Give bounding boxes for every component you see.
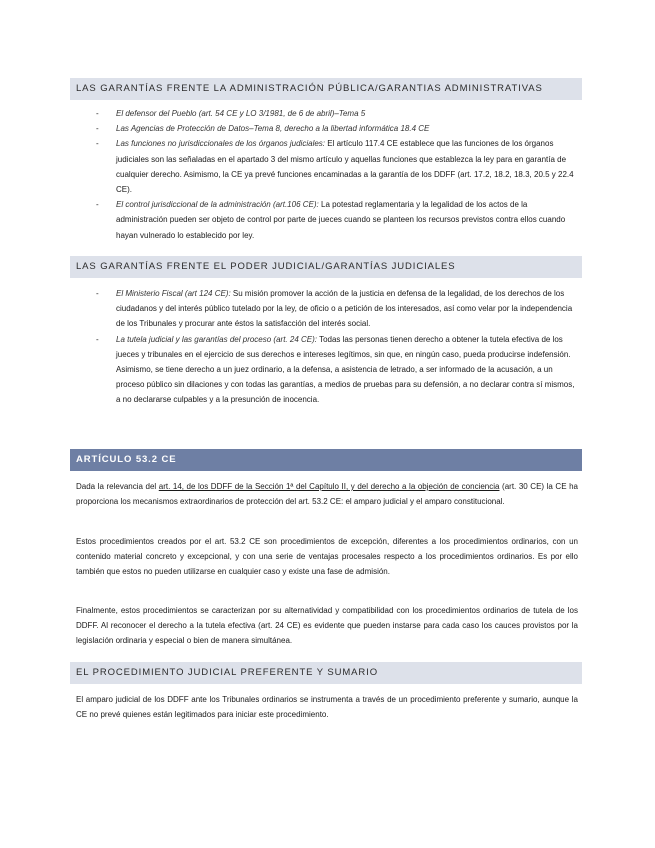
- paragraph: Dada la relevancia del art. 14, de los DDFF de la Sección 1ª del Capítulo II, y del derecho a la objeción de conciencia (art. 30 CE) la CE ha proporciona los mecanismos extraordinarios de protección del art. 53.2 CE: el amparo judicial y el amparo constitucional.: [76, 482, 578, 507]
- section-heading-judiciales: LAS GARANTÍAS FRENTE EL PODER JUDICIAL/GARANTÍAS JUDICIALES: [70, 256, 582, 278]
- list-judiciales: [96, 286, 580, 408]
- list-item: - El Ministerio Fiscal (art 124 CE): Su misión promover la acción de la justicia en defensa de la legalidad, de los derechos de los ciudadanos y del interés público tutelado por la ley, de oficio o a petición de los interesados, así como velar por la independencia de los Tribunales y procurar ante éstos la satisfacción del interés social.: [96, 286, 580, 332]
- list-item: - Las funciones no jurisdiccionales de los órganos judiciales: El artículo 117.4 CE establece que las funciones de los órganos judiciales son las señaladas en el apartado 3 del mismo artículo y aquellas funciones que establezca la ley para en garantía de cualquier derecho. Asimismo, la CE ya prevé funciones encaminadas a la garantía de los DDFF (art. 17.2, 18.2, 18.3, 20.5 y 22.4 CE).: [96, 136, 580, 197]
- list-item: - El defensor del Pueblo (art. 54 CE y LO 3/1981, de 6 de abril)–Tema 5: [96, 106, 580, 121]
- section-heading-administrativas: LAS GARANTÍAS FRENTE LA ADMINISTRACIÓN PÚBLICA/GARANTIAS ADMINISTRATIVAS: [70, 78, 582, 100]
- section-heading-sumario: EL PROCEDIMIENTO JUDICIAL PREFERENTE Y SUMARIO: [70, 662, 582, 684]
- paragraph: El amparo judicial de los DDFF ante los Tribunales ordinarios se instrumenta a través de un procedimiento preferente y sumario, aunque la CE no prevé quienes están legitimados para iniciar este procedimiento.: [76, 695, 578, 720]
- list-item: - El control jurisdiccional de la administración (art.106 CE): La potestad reglamentaria y la legalidad de los actos de la administración pueden ser objeto de control por parte de jueces cuando se planteen los recursos previstos contra ellos cuando hayan vulnerado lo establecido por ley.: [96, 197, 580, 243]
- section-heading-articulo: ARTÍCULO 53.2 CE: [70, 449, 582, 471]
- underlined-reference: art. 14, de los DDFF de la Sección 1ª del Capítulo II, y del derecho a la objeción de conciencia: [158, 482, 500, 491]
- list-item: - La tutela judicial y las garantías del proceso (art. 24 CE): Todas las personas tienen derecho a obtener la tutela efectiva de los jueces y tribunales en el ejercicio de sus derechos e intereses legítimos, sin que, en ningún caso, pueda producirse indefensión. Asimismo, se tiene derecho a un juez ordinario, a la defensa, a asistencia de letrado, a ser informado de la acusación, a un proceso público sin dilaciones y con todas las garantías, a medios de pruebas para su defensión, a no declarar contra sí mismos, a no declararse culpables y a la presunción de inocencia.: [96, 332, 580, 408]
- list-administrativas: [96, 106, 580, 243]
- list-item: - Las Agencias de Protección de Datos–Tema 8, derecho a la libertad informática 18.4 CE: [96, 121, 580, 136]
- paragraph: Estos procedimientos creados por el art. 53.2 CE son procedimientos de excepción, diferentes a los procedimientos ordinarios, con un contenido material concreto y excepcional, y con una serie de ventajas procesales respecto a los procedimientos ordinarios. Es por ello también que estos no pueden utilizarse en cualquier caso y existe una fase de admisión.: [76, 537, 578, 577]
- paragraph: Finalmente, estos procedimientos se caracterizan por su alternatividad y compatibilidad con los procedimientos ordinarios de tutela de los DDFF. Al reconocer el derecho a la tutela efectiva (art. 24 CE) es evidente que pueden instarse para cada caso los cauces provistos por la legislación ordinaria y especial o bien de manera simultánea.: [76, 606, 578, 646]
